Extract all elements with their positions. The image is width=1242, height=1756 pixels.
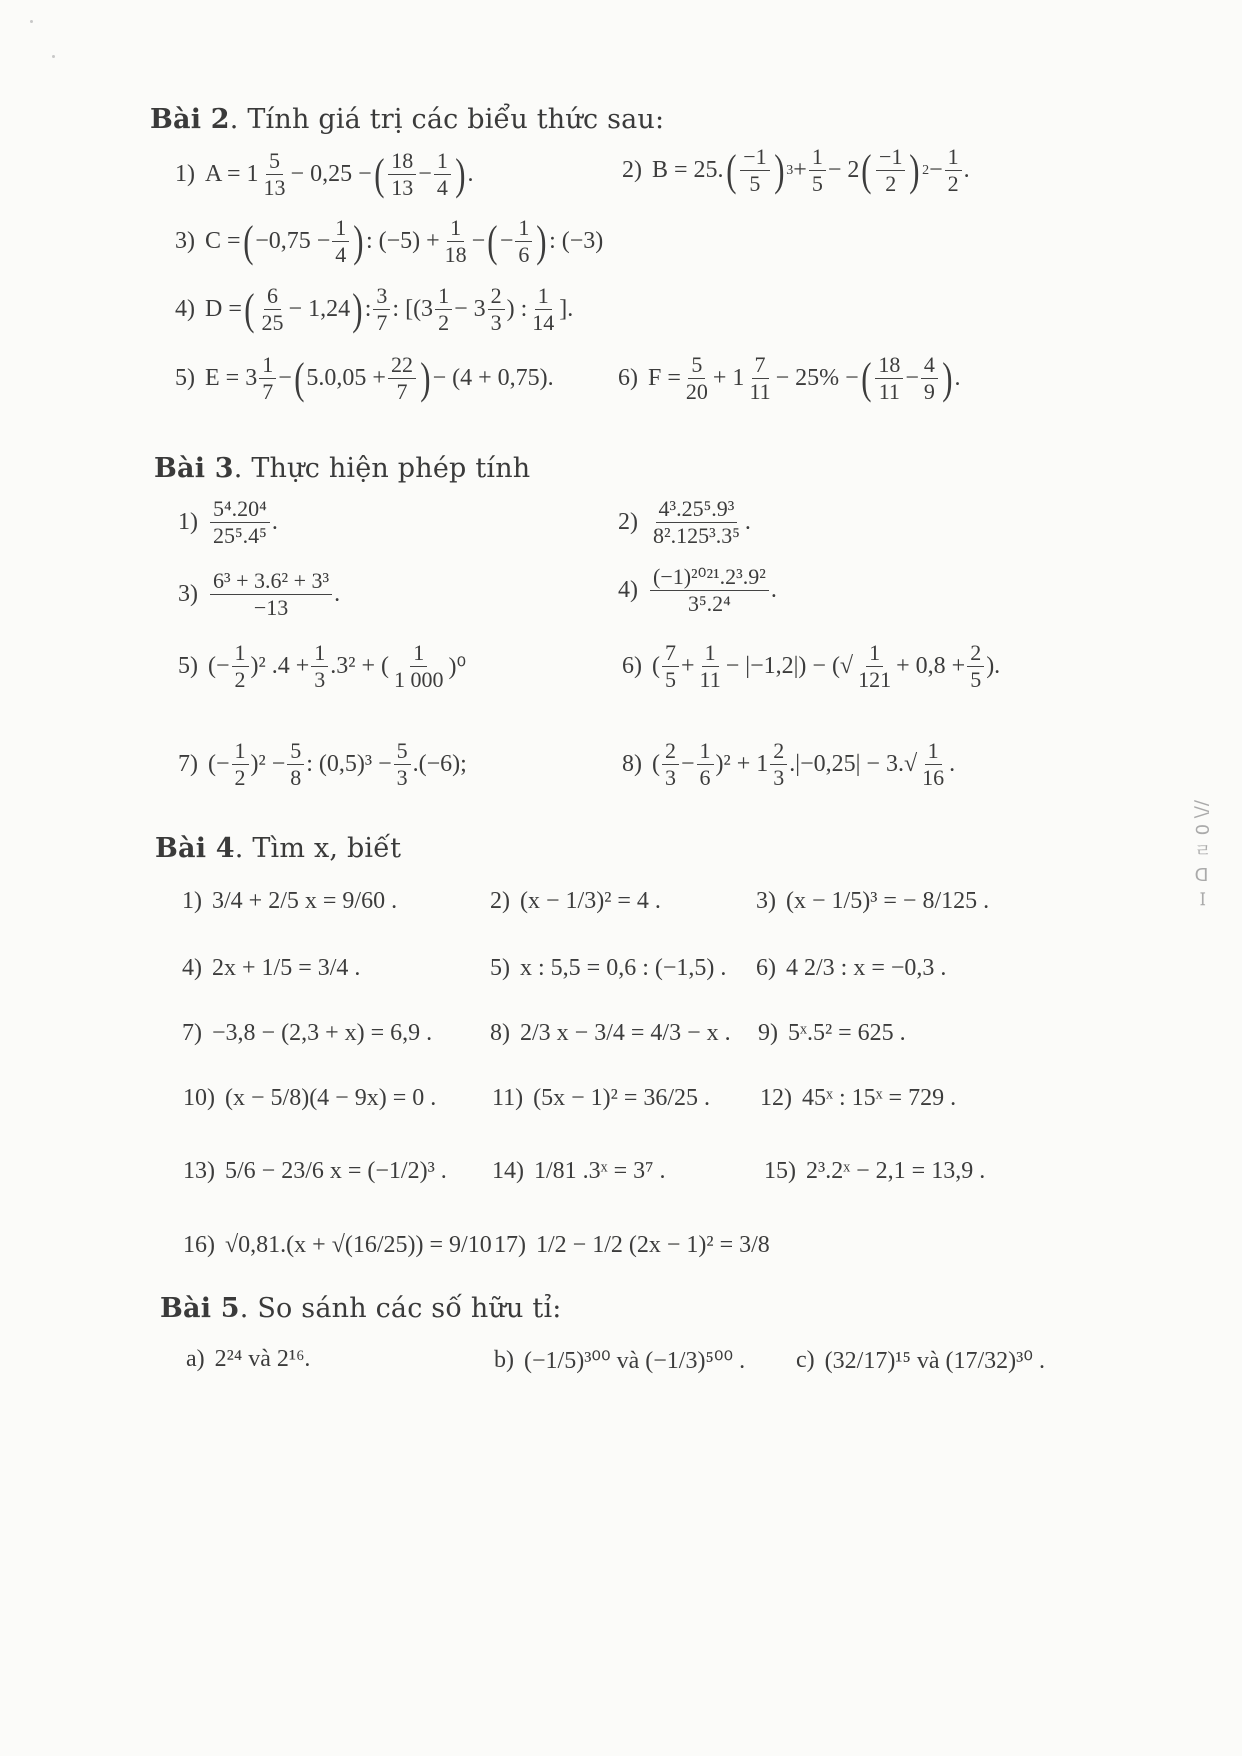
- fraction: $\frac{\text{(−1)²⁰²¹.2³.9²}}{\text{3⁵.2⁴}}$: [650, 564, 769, 617]
- expr-part: D =: [205, 296, 242, 322]
- expr-part: −: [499, 228, 514, 254]
- item-number: a): [186, 1346, 205, 1372]
- equation: 5/6 − 23/6 x = (−1/2)³ .: [225, 1158, 447, 1184]
- paren-open: (: [860, 353, 872, 403]
- expr-part: 5.0,05 +: [306, 365, 386, 391]
- expr-part: − 25% −: [775, 365, 859, 391]
- bai3-heading-label: Bài 3: [154, 453, 234, 484]
- bai2-heading-text: . Tính giá trị các biểu thức sau:: [229, 104, 665, 135]
- fraction: $\frac{1}{121}$: [858, 640, 892, 692]
- item-number: 6): [618, 365, 638, 391]
- item-number: 10): [183, 1085, 215, 1111]
- fraction: $\frac{1}{14}$: [532, 283, 555, 335]
- bai4-item-14: [492, 1158, 666, 1185]
- bai2-item-4: [175, 283, 573, 336]
- item-number: 2): [490, 888, 510, 914]
- equation: (x − 1/5)³ = − 8/125 .: [786, 888, 990, 914]
- fraction: $\frac{7}{5}$: [662, 640, 679, 693]
- item-number: 17): [494, 1232, 526, 1258]
- fraction: $\frac{1}{11}$: [699, 640, 721, 692]
- bai4-item-10: [183, 1085, 436, 1112]
- paren-close: ): [455, 149, 466, 199]
- paren-close: ): [909, 145, 920, 195]
- bai3-heading-text: . Thực hiện phép tính: [233, 453, 531, 484]
- equation: 45ˣ : 15ˣ = 729 .: [802, 1085, 957, 1111]
- bai2-item-3: [175, 215, 603, 268]
- fraction: $\frac{\text{4³.25⁵.9³}}{\text{8².125³.3⁵}}$: [653, 496, 740, 548]
- fraction: $\frac{18}{13}$: [388, 148, 416, 201]
- fraction: $\frac{1}{2}$: [945, 144, 962, 197]
- expr-part: .: [467, 161, 474, 187]
- item-number: 6): [756, 955, 776, 981]
- margin-handwriting: //\ 0 ㄹ ᗡ ꟷ: [1191, 800, 1212, 907]
- bai4-heading: [155, 833, 401, 864]
- item-number: 8): [622, 751, 642, 777]
- item-number: 3): [175, 228, 195, 254]
- paren-open: (: [244, 284, 255, 334]
- equation: 2/3 x − 3/4 = 4/3 − x .: [520, 1020, 731, 1046]
- fraction: $\frac{3}{7}$: [373, 283, 390, 336]
- expr-part: .: [770, 577, 777, 603]
- expr-part: .|−0,25| − 3.√: [789, 751, 918, 777]
- comparison: 2²⁴ và 2¹⁶.: [214, 1346, 311, 1372]
- paren-open: (: [242, 216, 254, 266]
- bai5-item-a: [186, 1346, 310, 1373]
- expr-part: .: [963, 157, 970, 183]
- bai3-heading: [154, 453, 530, 484]
- bai2-item-1: [175, 148, 473, 201]
- expr-part: : (−5) +: [365, 228, 440, 254]
- bai4-item-11: [492, 1085, 710, 1112]
- bai3-item-6: [622, 640, 1000, 693]
- paren-close: ): [942, 353, 953, 403]
- fraction: $\frac{1}{4}$: [332, 215, 349, 268]
- bai3-item-8: [622, 738, 955, 791]
- expr-part: +: [681, 653, 695, 679]
- equation: −3,8 − (2,3 + x) = 6,9 .: [212, 1020, 433, 1046]
- fraction: $\frac{1}{2}$: [232, 738, 249, 791]
- paren-close: ): [420, 353, 431, 403]
- expr-part: −: [278, 365, 292, 391]
- bai3-item-7: [178, 738, 467, 791]
- item-number: 1): [182, 888, 202, 914]
- expr-part: )² −: [250, 751, 286, 777]
- paren-close: ): [353, 216, 364, 266]
- expr-part: − (4 + 0,75).: [432, 365, 554, 391]
- expr-part: .: [271, 509, 278, 535]
- item-number: 3): [756, 888, 776, 914]
- bai5-item-b: [494, 1346, 745, 1375]
- item-number: 11): [492, 1085, 524, 1111]
- fraction: $\frac{\text{6³ + 3.6² + 3³}}{-13}$: [210, 568, 332, 621]
- expr-part: ).: [986, 653, 1001, 679]
- bai3-item-2: [618, 496, 751, 549]
- expr-part: −: [905, 365, 919, 391]
- scan-speck: [30, 20, 33, 23]
- expr-part: + 1: [712, 365, 745, 391]
- fraction: $\frac{6}{25}$: [261, 283, 284, 335]
- fraction: $\frac{1}{5}$: [809, 144, 826, 197]
- equation: 2x + 1/5 = 3/4 .: [212, 955, 361, 981]
- expr-part: ) :: [506, 296, 528, 322]
- fraction: $\frac{2}{3}$: [488, 283, 505, 336]
- expr-part: .: [744, 509, 751, 535]
- expr-part: : (0,5)³ −: [306, 751, 392, 777]
- bai2-item-6: [618, 352, 961, 405]
- bai4-item-12: [760, 1085, 956, 1112]
- bai5-item-c: [796, 1346, 1045, 1375]
- paren-open: (: [293, 353, 305, 403]
- bai5-heading-label: Bài 5: [160, 1293, 240, 1324]
- bai3-item-4: [618, 564, 777, 617]
- expr-part: B = 25.: [652, 157, 724, 183]
- fraction: $\frac{2}{3}$: [662, 738, 679, 791]
- fraction: $\frac{5}{20}$: [685, 352, 708, 404]
- expr-part: )² .4 +: [250, 653, 310, 679]
- bai2-heading-label: Bài 2: [150, 104, 230, 135]
- expr-part: )² + 1: [715, 751, 769, 777]
- paren-open: (: [725, 145, 737, 195]
- bai4-item-13: [183, 1158, 447, 1185]
- fraction: $\frac{5}{8}$: [287, 738, 304, 791]
- item-number: 2): [618, 509, 638, 535]
- bai4-item-5: [490, 955, 726, 982]
- expr-part: .3² + (: [330, 653, 389, 679]
- item-number: 6): [622, 653, 642, 679]
- paren-close: ): [536, 216, 547, 266]
- expr-part: (−: [208, 653, 230, 679]
- equation: (x − 1/3)² = 4 .: [520, 888, 661, 914]
- item-number: 15): [764, 1158, 796, 1184]
- fraction: $\frac{5}{13}$: [263, 148, 286, 200]
- fraction: $\frac{1}{7}$: [259, 352, 276, 405]
- fraction: $\frac{1}{1 000}$: [394, 640, 444, 692]
- expr-part: (: [652, 751, 660, 777]
- fraction: $\frac{2}{5}$: [967, 640, 984, 693]
- expr-part: −: [471, 228, 486, 254]
- item-number: 13): [183, 1158, 215, 1184]
- paren-open: (: [487, 216, 498, 266]
- bai4-item-4: [182, 955, 360, 982]
- item-number: 4): [175, 296, 195, 322]
- expr-part: .: [954, 365, 961, 391]
- bai4-item-2: [490, 888, 661, 915]
- fraction: $\frac{4}{9}$: [921, 352, 938, 405]
- fraction: $\frac{22}{7}$: [388, 352, 416, 405]
- item-number: b): [494, 1347, 514, 1373]
- expr-part: (: [652, 653, 660, 679]
- item-number: 5): [490, 955, 510, 981]
- bai5-heading: [160, 1293, 562, 1324]
- paren-close: ): [352, 284, 363, 334]
- equation: √0,81.(x + √(16/25)) = 9/10: [225, 1232, 492, 1258]
- item-number: 9): [758, 1020, 778, 1046]
- bai4-item-15: [764, 1158, 985, 1185]
- expr-part: :: [364, 296, 372, 322]
- bai4-item-17: [494, 1232, 770, 1259]
- equation: 5ˣ.5² = 625 .: [788, 1020, 906, 1046]
- expr-part: −0,75 −: [255, 228, 331, 254]
- item-number: 2): [622, 157, 642, 183]
- expr-part: − |−1,2|) − (√: [725, 653, 854, 679]
- expr-part: E = 3: [205, 365, 258, 391]
- expr-part: −: [929, 157, 943, 183]
- bai4-item-16: [183, 1232, 492, 1259]
- item-number: c): [796, 1347, 815, 1373]
- fraction: $\frac{1}{6}$: [697, 738, 714, 791]
- item-number: 1): [178, 509, 198, 535]
- bai4-item-6: [756, 955, 946, 982]
- expr-part: : [(3: [392, 296, 434, 322]
- item-number: 5): [175, 365, 195, 391]
- fraction: $\frac{1}{18}$: [444, 215, 467, 267]
- exponent: 2: [922, 162, 930, 178]
- item-number: 14): [492, 1158, 524, 1184]
- bai4-heading-text: . Tìm x, biết: [234, 833, 402, 864]
- comparison: (−1/5)³⁰⁰ và (−1/3)⁵⁰⁰ .: [524, 1348, 746, 1374]
- fraction: $\frac{7}{11}$: [749, 352, 771, 404]
- item-number: 4): [618, 577, 638, 603]
- expr-part: )⁰: [448, 654, 467, 680]
- expr-part: (−: [208, 751, 230, 777]
- fraction: $\frac{-1}{2}$: [876, 144, 905, 197]
- expr-part: − 1,24: [288, 296, 351, 322]
- fraction: $\frac{1}{2}$: [435, 283, 452, 336]
- bai4-item-1: [182, 888, 397, 915]
- equation: 4 2/3 : x = −0,3 .: [786, 955, 947, 981]
- item-number: 5): [178, 653, 198, 679]
- expr-part: −: [418, 161, 432, 187]
- bai4-item-8: [490, 1020, 731, 1047]
- comparison: (32/17)¹⁵ và (17/32)³⁰ .: [824, 1348, 1045, 1374]
- fraction: $\frac{1}{4}$: [434, 148, 451, 201]
- bai3-item-3: [178, 568, 340, 621]
- item-number: 7): [178, 751, 198, 777]
- expr-part: C =: [205, 228, 241, 254]
- expr-part: .: [949, 751, 956, 777]
- bai3-item-1: [178, 496, 278, 549]
- bai4-item-3: [756, 888, 989, 915]
- item-number: 4): [182, 955, 202, 981]
- bai3-item-5: [178, 640, 466, 693]
- expr-part: .: [334, 581, 341, 607]
- fraction: $\frac{1}{16}$: [922, 738, 945, 790]
- expr-part: − 2: [827, 157, 860, 183]
- item-number: 7): [182, 1020, 202, 1046]
- item-number: 12): [760, 1085, 792, 1111]
- equation: 3/4 + 2/5 x = 9/60 .: [212, 888, 398, 914]
- bai2-heading: [150, 104, 664, 135]
- paren-open: (: [373, 149, 385, 199]
- item-number: 16): [183, 1232, 215, 1258]
- equation: 2³.2ˣ − 2,1 = 13,9 .: [806, 1158, 986, 1184]
- bai2-item-2: [622, 144, 970, 197]
- expr-part: F =: [648, 365, 681, 391]
- fraction: $\frac{-1}{5}$: [740, 144, 769, 197]
- expr-part: ].: [559, 296, 574, 322]
- expr-part: A = 1: [205, 161, 259, 187]
- item-number: 8): [490, 1020, 510, 1046]
- expr-part: − 0,25 −: [290, 161, 372, 187]
- bai4-item-7: [182, 1020, 432, 1047]
- equation: x : 5,5 = 0,6 : (−1,5) .: [520, 955, 727, 981]
- item-number: 1): [175, 161, 195, 187]
- fraction: $\frac{1}{2}$: [232, 640, 249, 693]
- expr-part: : (−3): [549, 228, 604, 254]
- equation: (5x − 1)² = 36/25 .: [533, 1085, 711, 1111]
- expr-part: −: [681, 751, 695, 777]
- expr-part: +: [793, 157, 807, 183]
- fraction: $\frac{\text{5⁴.20⁴}}{\text{25⁵.4⁵}}$: [210, 496, 270, 549]
- bai4-item-9: [758, 1020, 906, 1047]
- expr-part: − 3: [454, 296, 486, 322]
- fraction: $\frac{2}{3}$: [770, 738, 787, 791]
- equation: 1/81 .3ˣ = 3⁷ .: [534, 1158, 666, 1184]
- fraction: $\frac{5}{3}$: [394, 738, 411, 791]
- item-number: 3): [178, 581, 198, 607]
- exponent: 3: [786, 162, 794, 178]
- fraction: $\frac{18}{11}$: [875, 352, 903, 405]
- expr-part: + 0,8 +: [896, 653, 966, 679]
- scan-speck: [52, 55, 55, 58]
- expr-part: .(−6);: [412, 751, 467, 777]
- fraction: $\frac{1}{3}$: [311, 640, 328, 693]
- paren-open: (: [861, 145, 872, 195]
- bai2-item-5: [175, 352, 554, 405]
- paren-close: ): [773, 145, 785, 195]
- equation: (x − 5/8)(4 − 9x) = 0 .: [225, 1085, 437, 1111]
- bai5-heading-text: . So sánh các số hữu tỉ:: [239, 1293, 562, 1324]
- fraction: $\frac{1}{6}$: [515, 215, 532, 268]
- equation: 1/2 − 1/2 (2x − 1)² = 3/8: [536, 1232, 770, 1258]
- bai4-heading-label: Bài 4: [155, 833, 235, 864]
